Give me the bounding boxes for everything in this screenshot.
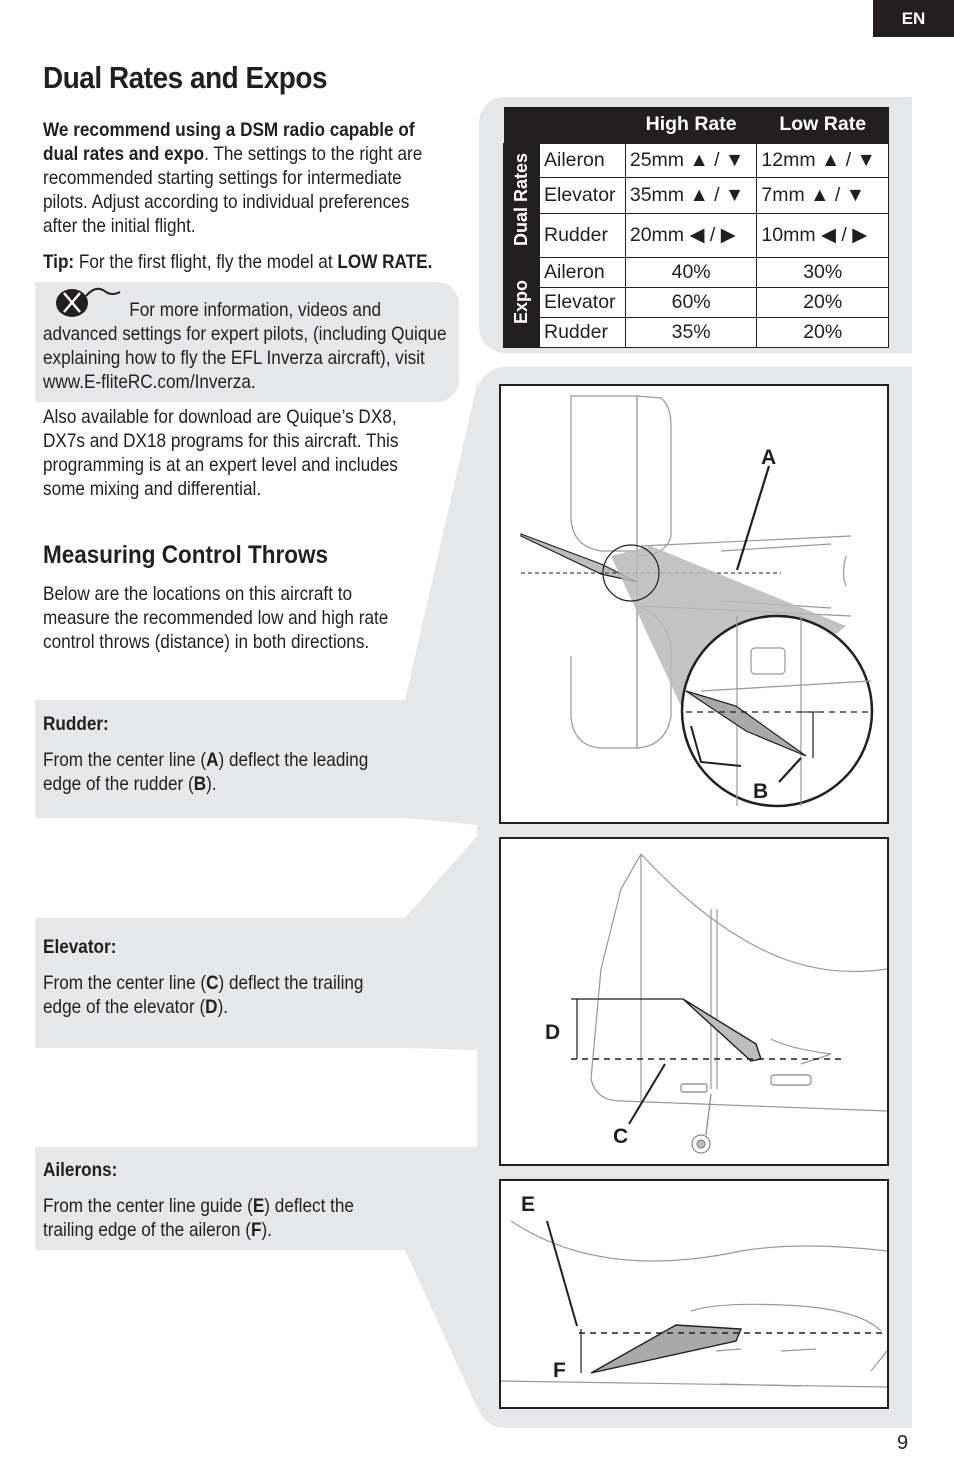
elevator-ref-d: D [205,996,218,1018]
cell-low: 12mm ▲ / ▼ [757,143,889,177]
cell-low: 30% [757,257,889,287]
cell-high: 35mm ▲ / ▼ [625,177,757,213]
label-c: C [613,1125,629,1148]
cell-high: 60% [625,287,757,317]
elevator-diagram [499,837,889,1166]
elevator-heading: Elevator: [43,936,117,958]
cell-high: 20mm ◀ / ▶ [625,213,757,257]
tip-text: For the first flight, fly the model at [74,251,338,273]
elevator-ref-c: C [206,972,219,994]
cell-low: 10mm ◀ / ▶ [757,213,889,257]
ailerons-heading: Ailerons: [43,1159,118,1181]
page-number: 9 [897,1432,909,1454]
page-title: Dual Rates and Expos [43,60,328,95]
label-a: A [761,446,777,469]
rudder-text-1: From the center line ( [43,749,207,771]
measuring-paragraph: Below are the locations on this aircraft to measure the recommended low and high rate control throws (distance) in both directions. [43,583,389,653]
ailerons-ref-e: E [252,1195,265,1217]
header-low-rate: Low Rate [757,107,889,143]
table-corner [504,107,626,143]
group-dual-rates: Dual Rates [504,143,540,257]
cell-high: 35% [625,317,757,347]
label-b: B [753,780,769,803]
elevator-text-3: ). [217,996,229,1018]
language-tab: EN [873,0,954,37]
ailerons-text-1: From the center line guide ( [43,1195,253,1217]
cell-high: 40% [625,257,757,287]
label-e: E [521,1193,536,1216]
ailerons-text-2: ) deflect the trailing edge of the aileron ( [43,1195,354,1241]
info-body: For more information, videos and advanced settings for expert pilots, (including Quique explaining how to fly the EFL Inverza aircraft), visit www.E-fliteRC.com/Inverza. [43,299,447,393]
label-d: D [545,1021,561,1044]
row-name: Rudder [540,317,626,347]
row-name: Elevator [540,177,626,213]
cell-low: 20% [757,317,889,347]
tip-bold: LOW RATE. [337,251,433,273]
row-name: Aileron [540,143,626,177]
cell-high: 25mm ▲ / ▼ [625,143,757,177]
rudder-heading: Rudder: [43,713,109,735]
rudder-text [43,748,404,796]
elevator-text [43,971,404,1019]
rudder-text-3: ). [206,773,217,795]
aileron-diagram [499,1179,889,1409]
group-expo: Expo [504,257,540,347]
elevator-text-1: From the center line ( [43,972,207,994]
rudder-ref-b: B [193,773,207,795]
rates-table [503,107,889,347]
row-name: Elevator [540,287,626,317]
intro-bold: We recommend using a DSM radio capable of dual rates and expo [43,119,415,165]
downloads-paragraph: Also available for download are Quique’s DX8, DX7s and DX18 programs for this aircraft. This programming is at an expert level and includes some mixing and differential. [43,406,399,500]
ailerons-text-3: ). [261,1219,272,1241]
rudder-text-2: ) deflect the leading edge of the rudder ( [43,749,369,795]
rudder-diagram [499,384,889,824]
header-high-rate: High Rate [625,107,757,143]
rudder-ref-a: A [206,749,219,771]
cell-low: 20% [757,287,889,317]
elevator-text-2: ) deflect the trailing edge of the elevator ( [43,972,364,1018]
label-f: F [553,1359,566,1382]
ailerons-ref-f: F [250,1219,262,1241]
tip-label: Tip: [43,251,75,273]
ailerons-text [43,1194,404,1242]
intro-text: . The settings to the right are recommended starting settings for intermediate pilots. Adjust according to individual preferences after the initial flight. [43,143,423,237]
cell-low: 7mm ▲ / ▼ [757,177,889,213]
section-title: Measuring Control Throws [43,541,329,569]
row-name: Rudder [540,213,626,257]
row-name: Aileron [540,257,626,287]
